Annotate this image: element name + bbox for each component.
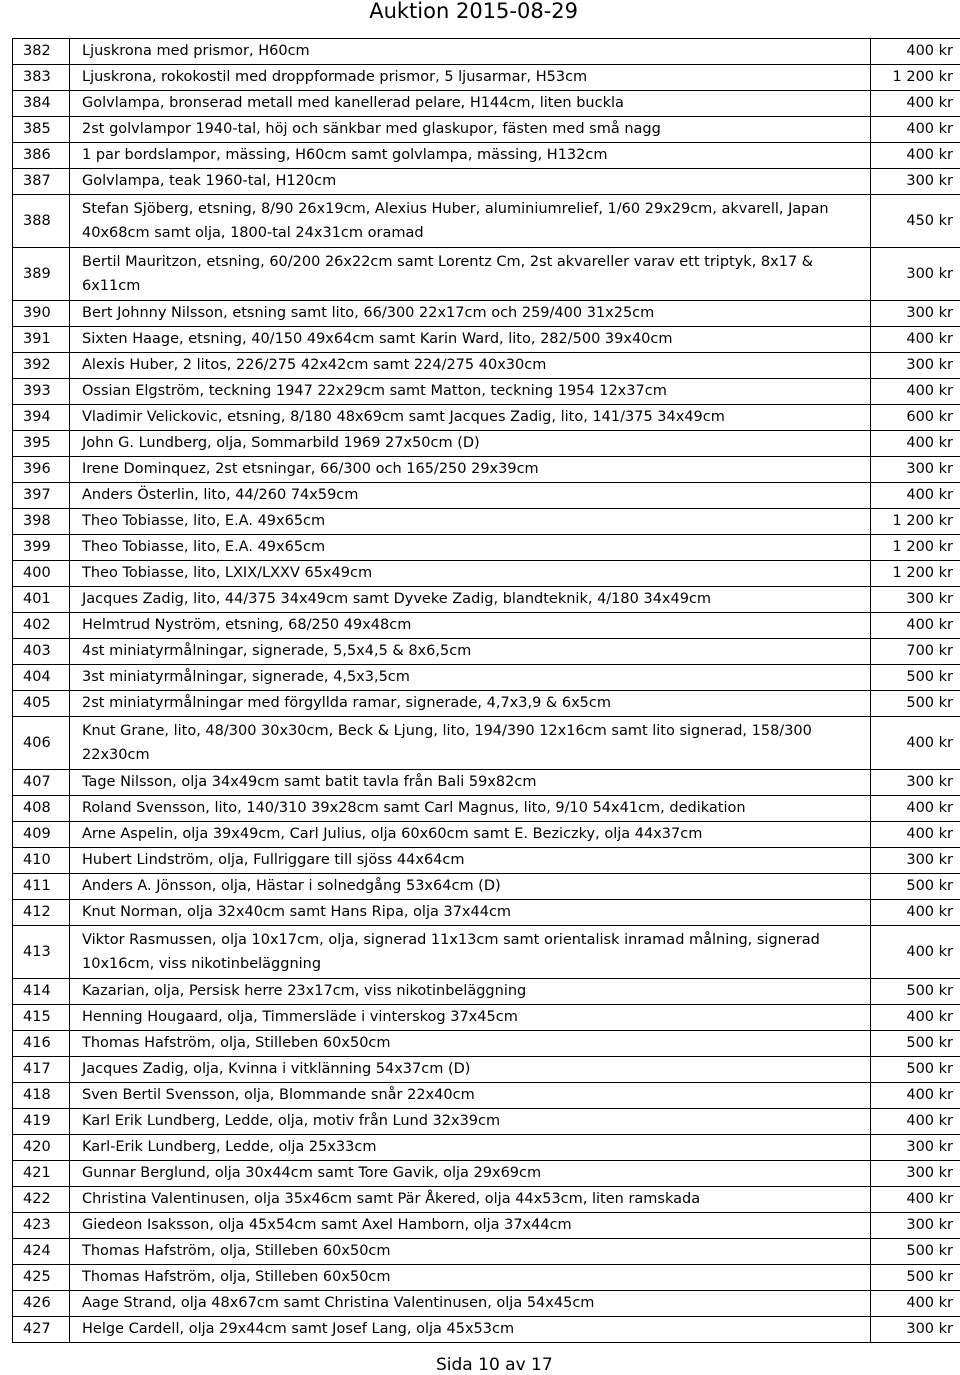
lot-description: 4st miniatyrmålningar, signerade, 5,5x4,5 & 8x6,5cm [70,639,871,665]
table-row [13,1031,960,1057]
page-number: Sida 10 av 17 [436,1355,553,1375]
lot-number: 410 [13,848,70,874]
lot-description: Viktor Rasmussen, olja 10x17cm, olja, signerad 11x13cm samt orientalisk inramad målning, signerad 10x16cm, viss nikotinbeläggning [70,926,871,979]
table-row [13,848,960,874]
lot-number: 423 [13,1213,70,1239]
lot-price: 400 kr [871,483,960,509]
lot-description: Bertil Mauritzon, etsning, 60/200 26x22cm samt Lorentz Cm, 2st akvareller varav ett triptyk, 8x17 & 6x11cm [70,248,871,301]
lot-price: 400 kr [871,1005,960,1031]
lot-number: 417 [13,1057,70,1083]
lot-number: 393 [13,379,70,405]
lot-description: Sven Bertil Svensson, olja, Blommande snår 22x40cm [70,1083,871,1109]
table-row [13,169,960,195]
table-row [13,613,960,639]
lot-price: 400 kr [871,822,960,848]
lot-number: 403 [13,639,70,665]
lot-description: Helmtrud Nyström, etsning, 68/250 49x48cm [70,613,871,639]
lot-price: 700 kr [871,639,960,665]
table-row [13,1265,960,1291]
table-row [13,1187,960,1213]
table-row [13,900,960,926]
lot-price: 500 kr [871,691,960,717]
lot-description: Giedeon Isaksson, olja 45x54cm samt Axel Hamborn, olja 37x44cm [70,1213,871,1239]
lot-price: 400 kr [871,900,960,926]
lot-price: 300 kr [871,301,960,327]
table-row [13,665,960,691]
table-row [13,796,960,822]
lot-number: 383 [13,65,70,91]
lot-description: Alexis Huber, 2 litos, 226/275 42x42cm samt 224/275 40x30cm [70,353,871,379]
table-row [13,39,960,65]
lot-price: 300 kr [871,848,960,874]
table-row [13,483,960,509]
lot-description: Thomas Hafström, olja, Stilleben 60x50cm [70,1031,871,1057]
table-row [13,874,960,900]
lot-price: 400 kr [871,926,960,979]
lot-number: 426 [13,1291,70,1317]
table-row [13,1213,960,1239]
lot-description: Ljuskrona, rokokostil med droppformade prismor, 5 ljusarmar, H53cm [70,65,871,91]
lot-description: Tage Nilsson, olja 34x49cm samt batit tavla från Bali 59x82cm [70,770,871,796]
lot-number: 418 [13,1083,70,1109]
lot-price: 400 kr [871,117,960,143]
lot-number: 402 [13,613,70,639]
lot-number: 388 [13,195,70,248]
lot-number: 405 [13,691,70,717]
lot-description: Jacques Zadig, lito, 44/375 34x49cm samt Dyveke Zadig, blandteknik, 4/180 34x49cm [70,587,871,613]
lot-price: 500 kr [871,1057,960,1083]
lot-description: Golvlampa, bronserad metall med kanellerad pelare, H144cm, liten buckla [70,91,871,117]
lot-price: 600 kr [871,405,960,431]
lot-price: 1 200 kr [871,65,960,91]
table-row [13,1239,960,1265]
lot-description: Helge Cardell, olja 29x44cm samt Josef Lang, olja 45x53cm [70,1317,871,1343]
lot-number: 399 [13,535,70,561]
lot-description: Karl Erik Lundberg, Ledde, olja, motiv från Lund 32x39cm [70,1109,871,1135]
lot-number: 401 [13,587,70,613]
table-row [13,431,960,457]
lot-description: Thomas Hafström, olja, Stilleben 60x50cm [70,1265,871,1291]
table-row [13,1083,960,1109]
lot-description: Theo Tobiasse, lito, E.A. 49x65cm [70,509,871,535]
lot-number: 427 [13,1317,70,1343]
table-row [13,509,960,535]
lot-number: 400 [13,561,70,587]
lot-description: Knut Norman, olja 32x40cm samt Hans Ripa, olja 37x44cm [70,900,871,926]
table-row [13,639,960,665]
table-row [13,457,960,483]
table-row [13,143,960,169]
table-row [13,926,960,979]
table-row [13,535,960,561]
lot-price: 300 kr [871,353,960,379]
lot-price: 400 kr [871,143,960,169]
lot-number: 415 [13,1005,70,1031]
table-row [13,1317,960,1343]
lot-price: 400 kr [871,1187,960,1213]
lot-price: 1 200 kr [871,561,960,587]
lot-number: 414 [13,979,70,1005]
table-row [13,65,960,91]
lot-description: Christina Valentinusen, olja 35x46cm samt Pär Åkered, olja 44x53cm, liten ramskada [70,1187,871,1213]
lot-description: Sixten Haage, etsning, 40/150 49x64cm samt Karin Ward, lito, 282/500 39x40cm [70,327,871,353]
table-row [13,91,960,117]
lot-number: 408 [13,796,70,822]
lot-number: 384 [13,91,70,117]
lot-price: 400 kr [871,431,960,457]
table-row [13,1135,960,1161]
table-row [13,717,960,770]
table-row [13,1291,960,1317]
lot-price: 400 kr [871,327,960,353]
table-row [13,1109,960,1135]
lot-description: 2st golvlampor 1940-tal, höj och sänkbar med glaskupor, fästen med små nagg [70,117,871,143]
lot-description: Henning Hougaard, olja, Timmersläde i vinterskog 37x45cm [70,1005,871,1031]
lot-description: John G. Lundberg, olja, Sommarbild 1969 27x50cm (D) [70,431,871,457]
lot-number: 395 [13,431,70,457]
lot-price: 300 kr [871,587,960,613]
lot-description: Irene Dominquez, 2st etsningar, 66/300 och 165/250 29x39cm [70,457,871,483]
lot-number: 422 [13,1187,70,1213]
lot-description: 3st miniatyrmålningar, signerade, 4,5x3,5cm [70,665,871,691]
lot-price: 400 kr [871,1291,960,1317]
lot-number: 396 [13,457,70,483]
lot-description: Karl-Erik Lundberg, Ledde, olja 25x33cm [70,1135,871,1161]
lot-number: 424 [13,1239,70,1265]
lot-description: Arne Aspelin, olja 39x49cm, Carl Julius, olja 60x60cm samt E. Beziczky, olja 44x37cm [70,822,871,848]
lot-number: 425 [13,1265,70,1291]
lot-number: 387 [13,169,70,195]
table-row [13,301,960,327]
lot-number: 391 [13,327,70,353]
auction-catalog-table [12,38,960,1343]
lot-description: Ossian Elgström, teckning 1947 22x29cm samt Matton, teckning 1954 12x37cm [70,379,871,405]
lot-price: 500 kr [871,665,960,691]
lot-description: Thomas Hafström, olja, Stilleben 60x50cm [70,1239,871,1265]
lot-description: Anders Österlin, lito, 44/260 74x59cm [70,483,871,509]
lot-description: Knut Grane, lito, 48/300 30x30cm, Beck & Ljung, lito, 194/390 12x16cm samt lito signerad, 158/300 22x30cm [70,717,871,770]
table-row [13,822,960,848]
table-row [13,379,960,405]
lot-description: Gunnar Berglund, olja 30x44cm samt Tore Gavik, olja 29x69cm [70,1161,871,1187]
lot-description: Vladimir Velickovic, etsning, 8/180 48x69cm samt Jacques Zadig, lito, 141/375 34x49cm [70,405,871,431]
lot-price: 1 200 kr [871,509,960,535]
lot-description: Kazarian, olja, Persisk herre 23x17cm, viss nikotinbeläggning [70,979,871,1005]
lot-price: 400 kr [871,1109,960,1135]
table-row [13,691,960,717]
lot-price: 400 kr [871,39,960,65]
lot-price: 400 kr [871,717,960,770]
lot-number: 390 [13,301,70,327]
lot-number: 394 [13,405,70,431]
lot-number: 409 [13,822,70,848]
lot-price: 300 kr [871,248,960,301]
lot-price: 300 kr [871,1213,960,1239]
lot-number: 407 [13,770,70,796]
lot-price: 400 kr [871,613,960,639]
lot-description: Bert Johnny Nilsson, etsning samt lito, 66/300 22x17cm och 259/400 31x25cm [70,301,871,327]
lot-description: Ljuskrona med prismor, H60cm [70,39,871,65]
lot-number: 385 [13,117,70,143]
lot-number: 386 [13,143,70,169]
lot-number: 398 [13,509,70,535]
lot-description: Stefan Sjöberg, etsning, 8/90 26x19cm, Alexius Huber, aluminiumrelief, 1/60 29x29cm, akvarell, Japan 40x68cm samt olja, 1800-tal 24x31cm oramad [70,195,871,248]
lot-description: Roland Svensson, lito, 140/310 39x28cm samt Carl Magnus, lito, 9/10 54x41cm, dedikation [70,796,871,822]
lot-price: 500 kr [871,1265,960,1291]
lot-number: 412 [13,900,70,926]
lot-description: Aage Strand, olja 48x67cm samt Christina Valentinusen, olja 54x45cm [70,1291,871,1317]
lot-description: Golvlampa, teak 1960-tal, H120cm [70,169,871,195]
lot-price: 300 kr [871,1135,960,1161]
table-row [13,979,960,1005]
lot-price: 500 kr [871,1031,960,1057]
lot-price: 400 kr [871,796,960,822]
page-header [0,0,960,34]
lot-number: 419 [13,1109,70,1135]
lot-number: 413 [13,926,70,979]
lot-number: 406 [13,717,70,770]
lot-price: 300 kr [871,457,960,483]
lot-price: 300 kr [871,770,960,796]
lot-price: 300 kr [871,1317,960,1343]
lot-number: 389 [13,248,70,301]
lot-number: 382 [13,39,70,65]
lot-price: 500 kr [871,979,960,1005]
lot-number: 397 [13,483,70,509]
lot-price: 300 kr [871,1161,960,1187]
lot-price: 300 kr [871,169,960,195]
lot-number: 416 [13,1031,70,1057]
lot-number: 411 [13,874,70,900]
table-row [13,405,960,431]
table-row [13,1005,960,1031]
table-row [13,248,960,301]
catalog-table-body [13,39,960,1343]
table-row [13,1057,960,1083]
lot-description: Hubert Lindström, olja, Fullriggare till sjöss 44x64cm [70,848,871,874]
lot-description: Jacques Zadig, olja, Kvinna i vitklänning 54x37cm (D) [70,1057,871,1083]
lot-price: 450 kr [871,195,960,248]
lot-price: 400 kr [871,91,960,117]
lot-description: Anders A. Jönsson, olja, Hästar i solnedgång 53x64cm (D) [70,874,871,900]
table-row [13,587,960,613]
table-row [13,561,960,587]
table-row [13,327,960,353]
lot-description: 2st miniatyrmålningar med förgyllda ramar, signerade, 4,7x3,9 & 6x5cm [70,691,871,717]
lot-number: 421 [13,1161,70,1187]
lot-description: 1 par bordslampor, mässing, H60cm samt golvlampa, mässing, H132cm [70,143,871,169]
table-row [13,1161,960,1187]
lot-description: Theo Tobiasse, lito, E.A. 49x65cm [70,535,871,561]
lot-number: 404 [13,665,70,691]
lot-price: 400 kr [871,379,960,405]
lot-number: 420 [13,1135,70,1161]
lot-number: 392 [13,353,70,379]
page-title: Auktion 2015-08-29 [369,0,578,23]
table-row [13,353,960,379]
lot-price: 400 kr [871,1083,960,1109]
table-row [13,770,960,796]
lot-description: Theo Tobiasse, lito, LXIX/LXXV 65x49cm [70,561,871,587]
table-row [13,117,960,143]
table-row [13,195,960,248]
lot-price: 500 kr [871,874,960,900]
lot-price: 1 200 kr [871,535,960,561]
lot-price: 500 kr [871,1239,960,1265]
